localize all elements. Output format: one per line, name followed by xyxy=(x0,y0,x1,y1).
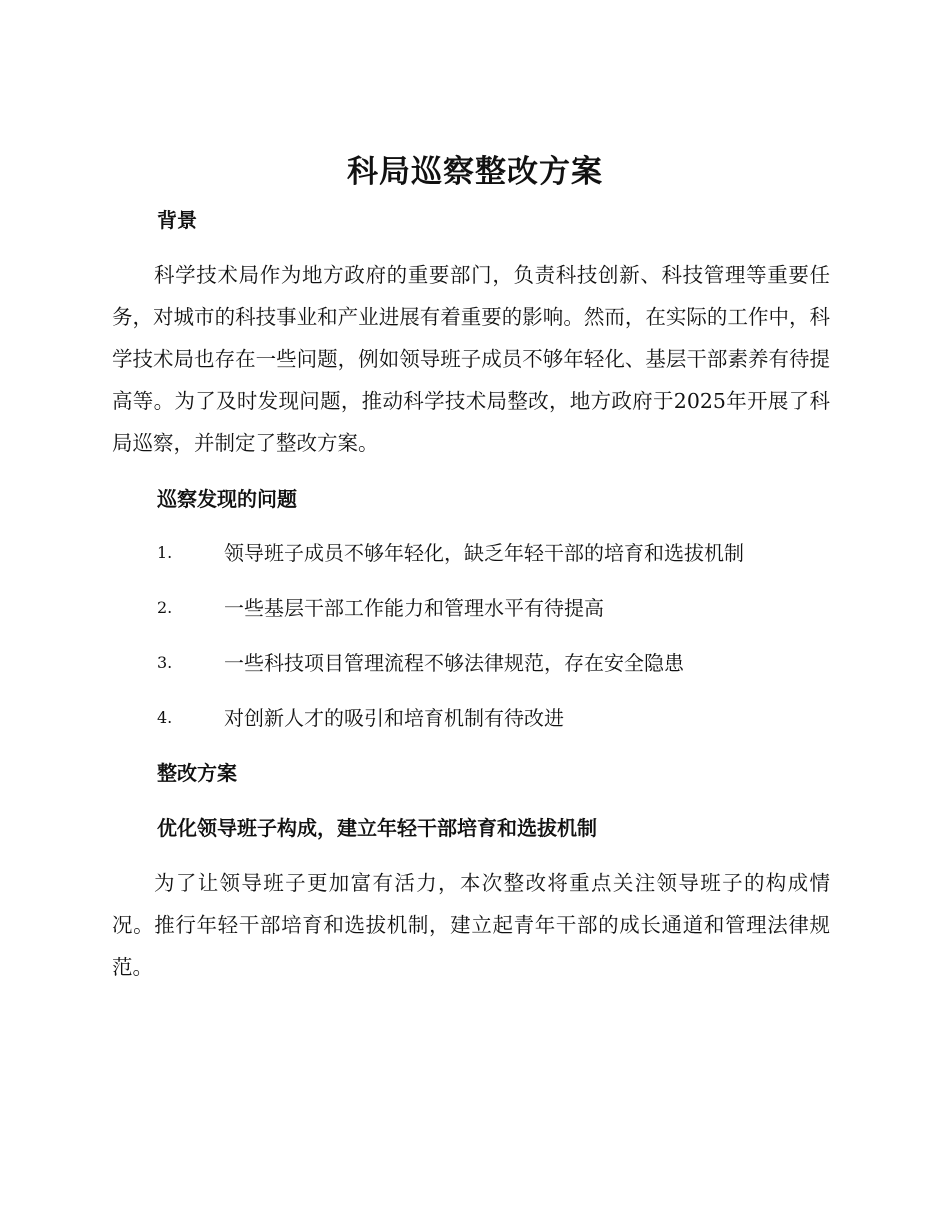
subheading-leadership: 优化领导班子构成，建立年轻干部培育和选拔机制 xyxy=(157,816,597,840)
document-title: 科局巡察整改方案 xyxy=(347,154,603,190)
list-item-number: 4. xyxy=(157,708,173,727)
list-item xyxy=(157,703,857,733)
list-item-text: 一些科技项目管理流程不够法律规范，存在安全隐患 xyxy=(224,651,684,675)
list-item-number: 1. xyxy=(157,543,173,562)
heading-background: 背景 xyxy=(157,208,197,232)
paragraph-background: 科学技术局作为地方政府的重要部门，负责科技创新、科技管理等重要任务，对城市的科技事业和产业进展有着重要的影响。然而，在实际的工作中，科学技术局也存在一些问题，例如领导班子成员不够年轻化、基层干部素养有待提高等。为了及时发现问题，推动科学技术局整改，地方政府于2025年开展了科局巡察，并制定了整改方案。 xyxy=(112,263,830,455)
list-item-number: 2. xyxy=(157,598,173,617)
list-item-number: 3. xyxy=(157,653,173,672)
list-item xyxy=(157,593,857,623)
list-item-text: 对创新人才的吸引和培育机制有待改进 xyxy=(224,706,564,730)
heading-rectification-plan: 整改方案 xyxy=(157,761,237,785)
heading-issues: 巡察发现的问题 xyxy=(157,487,297,511)
list-item xyxy=(157,648,857,678)
paragraph-leadership: 为了让领导班子更加富有活力，本次整改将重点关注领导班子的构成情况。推行年轻干部培育和选拔机制，建立起青年干部的成长通道和管理法律规范。 xyxy=(112,871,830,979)
list-item xyxy=(157,538,857,568)
list-item-text: 领导班子成员不够年轻化，缺乏年轻干部的培育和选拔机制 xyxy=(224,541,744,565)
list-item-text: 一些基层干部工作能力和管理水平有待提高 xyxy=(224,596,604,620)
